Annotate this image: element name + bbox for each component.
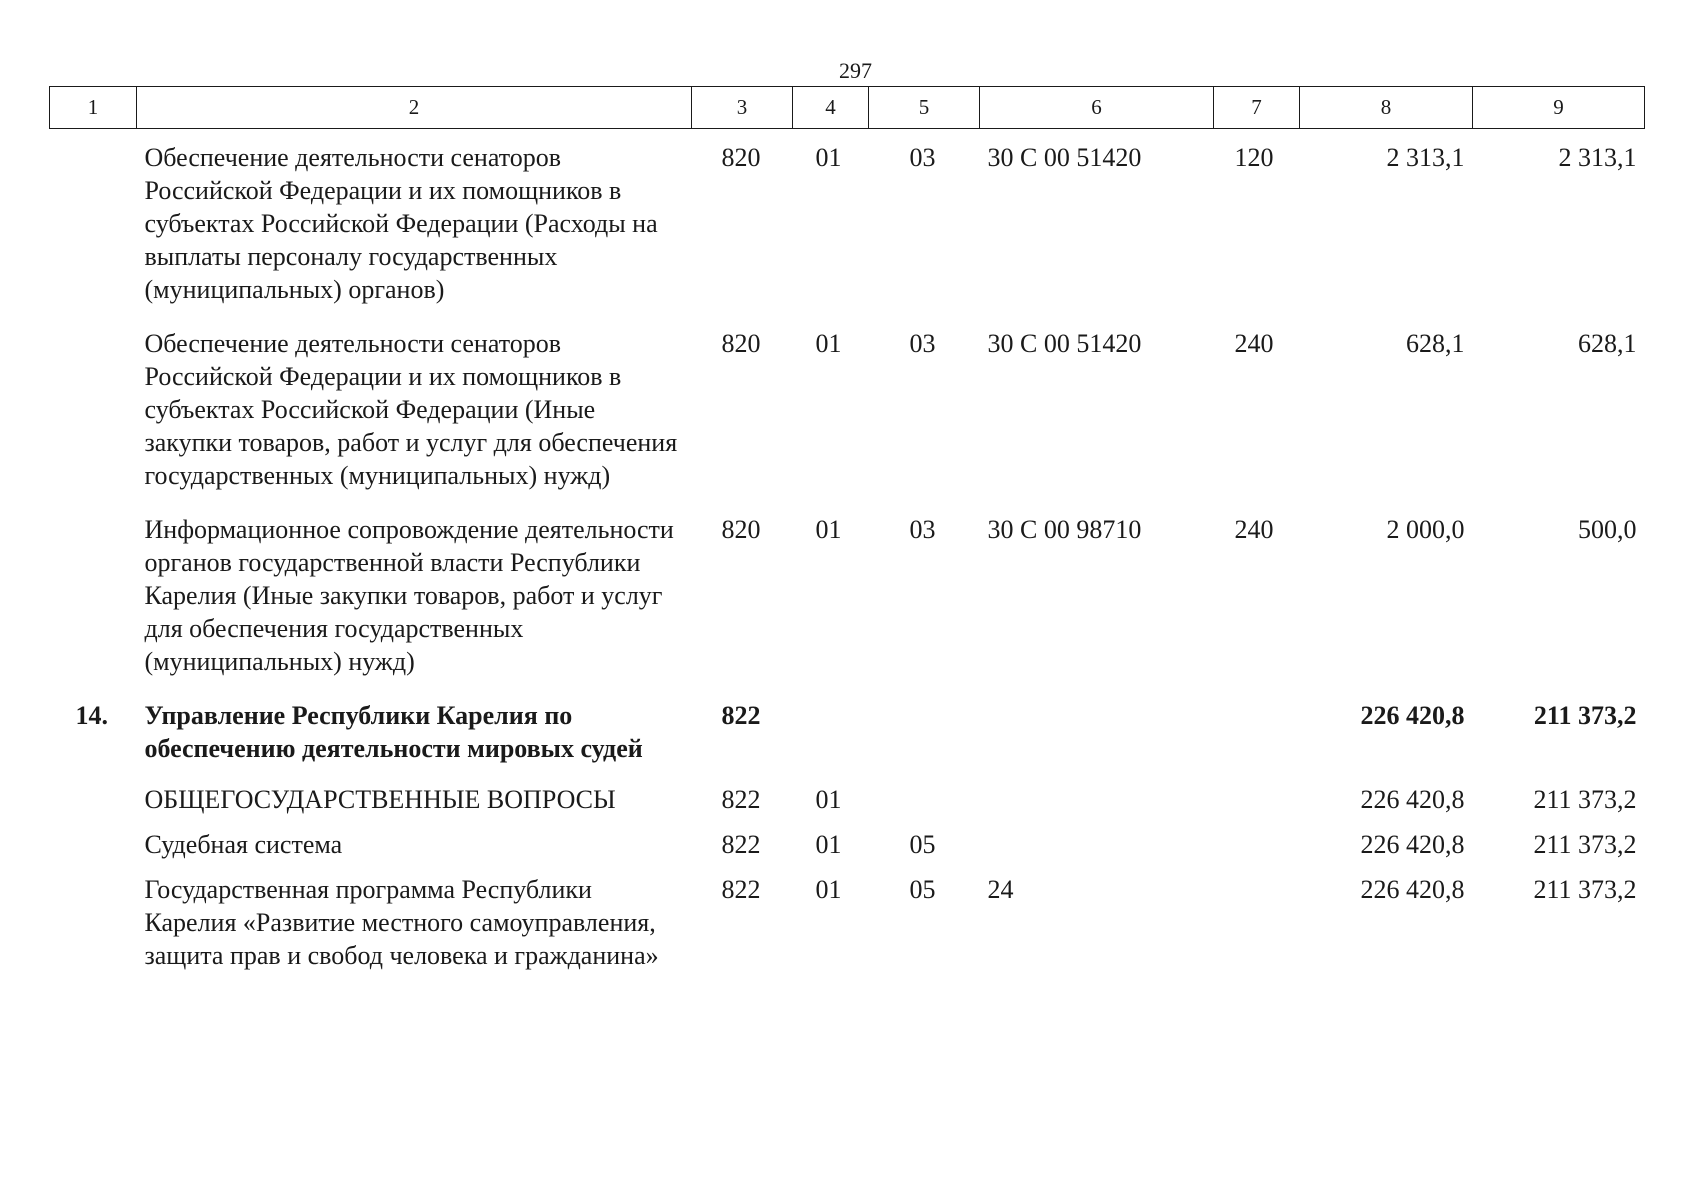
row-subsection (869, 687, 980, 774)
table-row (50, 129, 1645, 316)
row-section: 01 (815, 830, 842, 859)
row-grbs: 822 (721, 875, 761, 904)
row-expense-type: 240 (1234, 515, 1274, 544)
row-grbs: 822 (721, 701, 761, 730)
row-grbs: 820 (721, 143, 761, 172)
header-cell-5: 5 (869, 87, 980, 129)
row-amount-col9: 628,1 (1578, 329, 1637, 358)
row-target-article (980, 819, 1214, 864)
row-expense-type: 240 (1234, 329, 1274, 358)
header-cell-1: 1 (50, 87, 137, 129)
row-amount-col8: 226 420,8 (1360, 875, 1465, 904)
header-cell-8: 8 (1300, 87, 1473, 129)
row-amount-col9: 500,0 (1578, 515, 1637, 544)
row-name: Обеспечение деятельности сенаторов Российской Федерации и их помощников в субъектах Российской Федерации (Расходы на выплаты персоналу государственных (муниципальных) органов) (144, 143, 658, 304)
row-amount-col9: 211 373,2 (1533, 785, 1637, 814)
table-row (50, 687, 1645, 774)
row-grbs: 820 (721, 329, 761, 358)
row-number: 14. (75, 701, 108, 730)
row-target-article (980, 774, 1214, 819)
header-cell-7: 7 (1214, 87, 1300, 129)
row-name: Судебная система (144, 830, 343, 859)
table-body (50, 129, 1645, 976)
row-expense-type: 120 (1234, 143, 1274, 172)
header-cell-6: 6 (980, 87, 1214, 129)
row-name: Информационное сопровождение деятельности органов государственной власти Республики Карелия (Иные закупки товаров, работ и услуг для обеспечения государственных (муниципальных) нужд) (144, 515, 674, 676)
header-cell-4: 4 (793, 87, 869, 129)
row-section: 01 (815, 515, 842, 544)
row-subsection (869, 774, 980, 819)
row-name: ОБЩЕГОСУДАРСТВЕННЫЕ ВОПРОСЫ (144, 785, 616, 814)
row-target-article: 30 С 00 51420 (987, 329, 1142, 358)
row-grbs: 822 (721, 830, 761, 859)
row-expense-type (1214, 864, 1300, 975)
row-section (793, 687, 869, 774)
table-row (50, 774, 1645, 819)
row-target-article: 24 (987, 875, 1014, 904)
row-subsection: 05 (909, 830, 936, 859)
table-row (50, 864, 1645, 975)
row-amount-col9: 2 313,1 (1558, 143, 1637, 172)
row-target-article: 30 С 00 51420 (987, 143, 1142, 172)
row-subsection: 03 (909, 515, 936, 544)
row-number (50, 501, 137, 687)
header-row (50, 87, 1645, 129)
row-number (50, 315, 137, 501)
header-cell-3: 3 (692, 87, 793, 129)
row-amount-col8: 226 420,8 (1360, 701, 1465, 730)
row-section: 01 (815, 875, 842, 904)
row-section: 01 (815, 143, 842, 172)
row-name: Управление Республики Карелия по обеспечению деятельности мировых судей (144, 701, 643, 763)
row-number (50, 129, 137, 316)
row-amount-col9: 211 373,2 (1533, 875, 1637, 904)
budget-table (49, 86, 1645, 975)
table-row (50, 501, 1645, 687)
row-amount-col8: 2 313,1 (1386, 143, 1465, 172)
row-name: Государственная программа Республики Карелия «Развитие местного самоуправления, защита прав и свобод человека и гражданина» (144, 875, 659, 970)
row-name: Обеспечение деятельности сенаторов Российской Федерации и их помощников в субъектах Российской Федерации (Иные закупки товаров, работ и услуг для обеспечения государственных (муниципальных) нужд) (144, 329, 678, 490)
row-number (50, 774, 137, 819)
table-row (50, 819, 1645, 864)
row-subsection: 03 (909, 143, 936, 172)
row-amount-col8: 226 420,8 (1360, 830, 1465, 859)
row-grbs: 822 (721, 785, 761, 814)
row-expense-type (1214, 687, 1300, 774)
row-target-article (980, 687, 1214, 774)
row-expense-type (1214, 774, 1300, 819)
row-amount-col9: 211 373,2 (1533, 830, 1637, 859)
header-cell-9: 9 (1473, 87, 1645, 129)
header-cell-2: 2 (137, 87, 692, 129)
row-amount-col8: 226 420,8 (1360, 785, 1465, 814)
row-expense-type (1214, 819, 1300, 864)
table-row (50, 315, 1645, 501)
row-subsection: 03 (909, 329, 936, 358)
row-section: 01 (815, 329, 842, 358)
row-amount-col8: 628,1 (1406, 329, 1465, 358)
row-number (50, 864, 137, 975)
row-amount-col9: 211 373,2 (1533, 701, 1637, 730)
row-section: 01 (815, 785, 842, 814)
row-subsection: 05 (909, 875, 936, 904)
page-number: 297 (839, 58, 872, 83)
row-grbs: 820 (721, 515, 761, 544)
row-amount-col8: 2 000,0 (1386, 515, 1465, 544)
row-number (50, 819, 137, 864)
table-header (50, 87, 1645, 129)
row-target-article: 30 С 00 98710 (987, 515, 1142, 544)
